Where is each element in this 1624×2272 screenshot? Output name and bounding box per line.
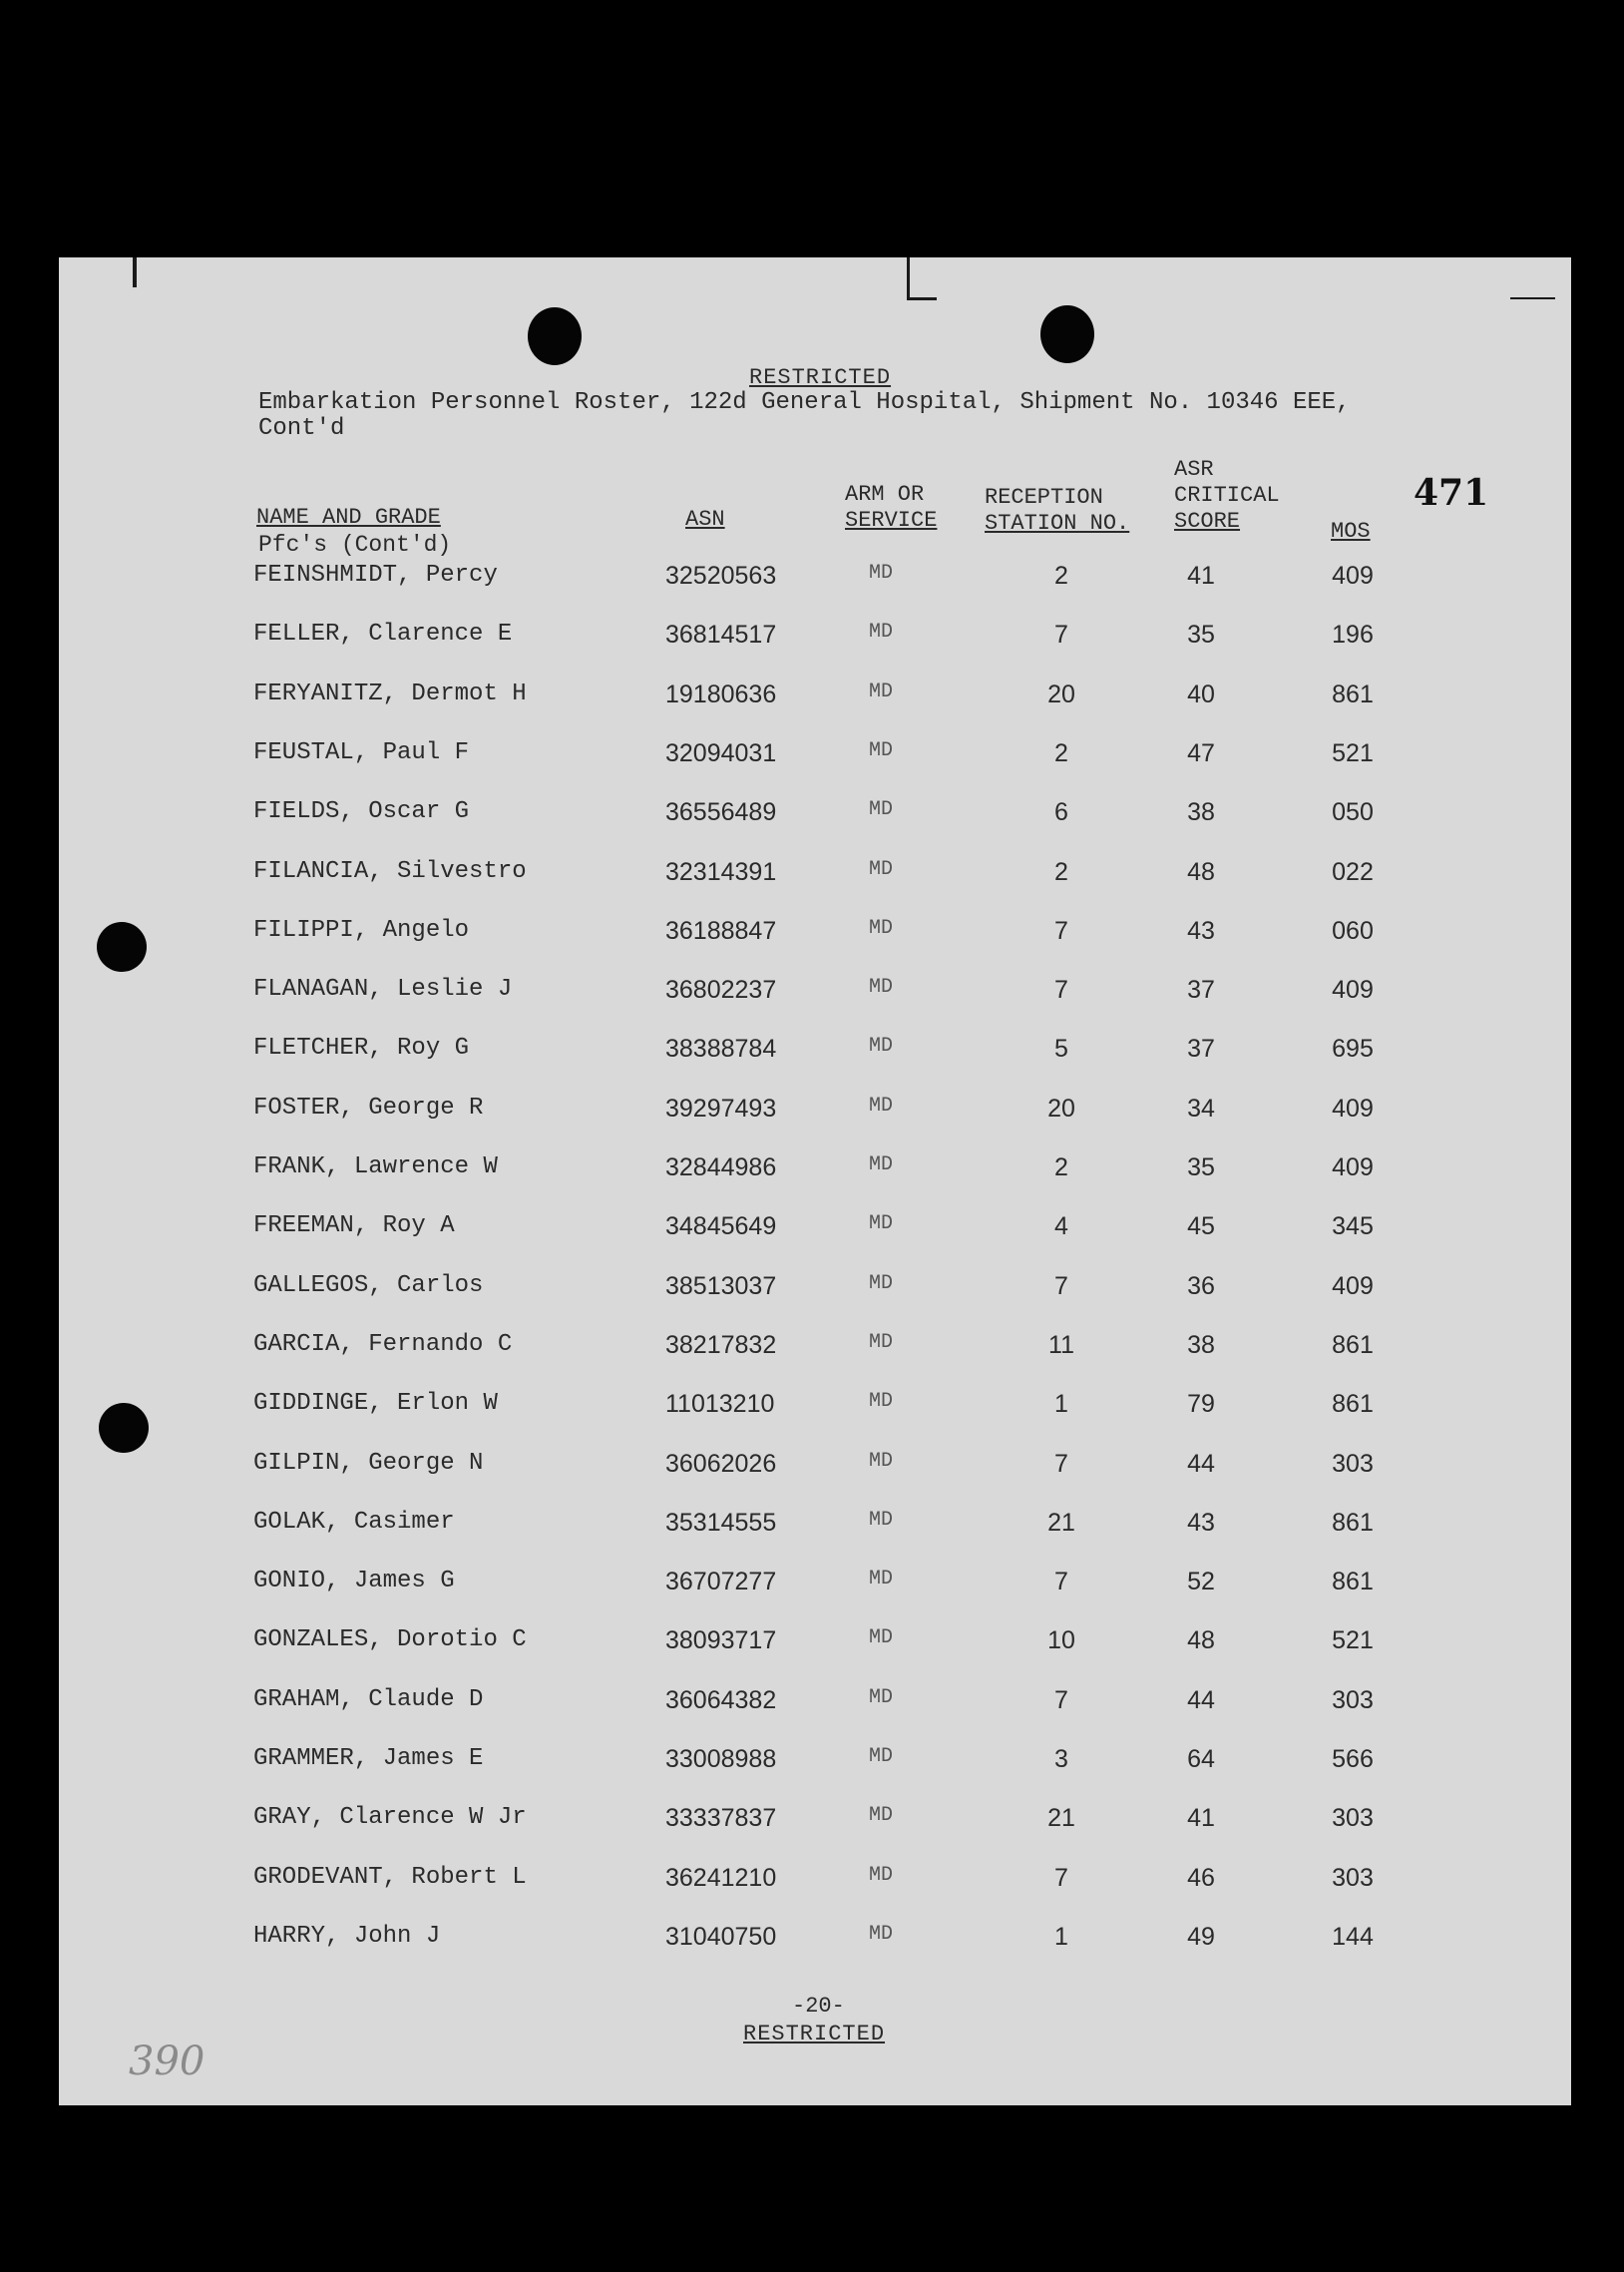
col-header-score (1174, 457, 1280, 535)
table-row (59, 1212, 1571, 1252)
cell-arm: MD (869, 621, 894, 645)
cell-name: GRAMMER, James E (253, 1745, 484, 1772)
cell-mos: 060 (1332, 916, 1374, 945)
cell-arm: MD (869, 1330, 894, 1354)
cell-name: FREEMAN, Roy A (253, 1212, 455, 1240)
cell-asn: 32314391 (665, 857, 777, 886)
table-row (59, 1686, 1571, 1726)
restricted-bottom: RESTRICTED (743, 2022, 886, 2046)
cell-station: 5 (1054, 1035, 1068, 1064)
cell-arm: MD (869, 798, 894, 822)
cell-score: 38 (1187, 1330, 1215, 1359)
table-row (59, 976, 1571, 1016)
cell-arm: MD (869, 1508, 894, 1532)
cell-arm: MD (869, 1153, 894, 1176)
cell-name: GOLAK, Casimer (253, 1508, 455, 1536)
cell-asn: 36064382 (665, 1685, 777, 1714)
cell-mos: 409 (1332, 1271, 1374, 1300)
cell-arm: MD (869, 1568, 894, 1591)
col-header-reception-line2: STATION NO. (985, 511, 1130, 536)
cell-mos: 521 (1332, 1626, 1374, 1655)
table-row (59, 1095, 1571, 1135)
cell-station: 2 (1054, 1153, 1068, 1181)
table-row (59, 917, 1571, 957)
restricted-top: RESTRICTED (749, 365, 892, 390)
cell-name: GONZALES, Dorotio C (253, 1626, 527, 1654)
cell-arm: MD (869, 1035, 894, 1059)
cell-asn: 38388784 (665, 1035, 777, 1064)
title-line-2: Cont'd (258, 415, 345, 442)
cell-score: 36 (1187, 1271, 1215, 1300)
cell-arm: MD (869, 1685, 894, 1709)
cell-mos: 303 (1332, 1804, 1374, 1833)
cell-name: FERYANITZ, Dermot H (253, 680, 527, 707)
cell-name: GARCIA, Fernando C (253, 1330, 513, 1358)
col-header-score-line3: SCORE (1174, 509, 1241, 534)
table-row (59, 1745, 1571, 1785)
cell-station: 7 (1054, 1685, 1068, 1714)
cell-score: 40 (1187, 680, 1215, 708)
col-header-arm (845, 482, 937, 534)
cell-name: FILANCIA, Silvestro (253, 857, 527, 885)
cell-mos: 861 (1332, 1390, 1374, 1419)
table-row (59, 1153, 1571, 1193)
cell-asn: 19180636 (665, 680, 777, 708)
cell-name: HARRY, John J (253, 1922, 441, 1950)
cell-asn: 36188847 (665, 916, 777, 945)
cell-station: 7 (1054, 1449, 1068, 1478)
cell-name: FOSTER, George R (253, 1094, 484, 1122)
cell-mos: 050 (1332, 798, 1374, 827)
cell-name: FRANK, Lawrence W (253, 1153, 498, 1180)
cell-mos: 196 (1332, 621, 1374, 650)
cell-station: 11 (1048, 1330, 1074, 1359)
cell-asn: 33337837 (665, 1804, 777, 1833)
cell-score: 43 (1187, 1508, 1215, 1537)
cell-mos: 409 (1332, 1094, 1374, 1123)
page-number: 471 (1414, 472, 1489, 514)
cell-score: 45 (1187, 1212, 1215, 1241)
cell-name: GALLEGOS, Carlos (253, 1271, 484, 1299)
cell-score: 37 (1187, 976, 1215, 1005)
punch-hole-left (528, 307, 582, 365)
cell-asn: 36707277 (665, 1568, 777, 1596)
cell-name: GIDDINGE, Erlon W (253, 1390, 498, 1418)
cell-score: 44 (1187, 1685, 1215, 1714)
table-row (59, 798, 1571, 838)
cell-asn: 39297493 (665, 1094, 777, 1123)
cell-arm: MD (869, 916, 894, 940)
cell-mos: 345 (1332, 1212, 1374, 1241)
cell-score: 49 (1187, 1922, 1215, 1951)
cell-arm: MD (869, 1626, 894, 1650)
cell-station: 4 (1054, 1212, 1068, 1241)
cell-arm: MD (869, 738, 894, 762)
document-page (59, 257, 1571, 2105)
cell-score: 52 (1187, 1568, 1215, 1596)
col-header-score-line2: CRITICAL (1174, 483, 1280, 508)
cell-mos: 695 (1332, 1035, 1374, 1064)
table-row (59, 1390, 1571, 1430)
cell-asn: 35314555 (665, 1508, 777, 1537)
table-row (59, 1272, 1571, 1312)
cell-asn: 36556489 (665, 798, 777, 827)
cell-mos: 303 (1332, 1449, 1374, 1478)
scan-mark (907, 257, 910, 299)
col-header-arm-line1: ARM OR (845, 482, 925, 507)
cell-name: GRAY, Clarence W Jr (253, 1804, 527, 1832)
cell-mos: 409 (1332, 1153, 1374, 1181)
cell-asn: 36802237 (665, 976, 777, 1005)
cell-score: 43 (1187, 916, 1215, 945)
cell-name: GRODEVANT, Robert L (253, 1863, 527, 1891)
cell-station: 7 (1054, 1863, 1068, 1892)
cell-asn: 11013210 (665, 1390, 775, 1419)
cell-arm: MD (869, 1094, 894, 1118)
table-row (59, 1035, 1571, 1075)
cell-station: 1 (1054, 1390, 1068, 1419)
cell-station: 7 (1054, 1568, 1068, 1596)
cell-asn: 32844986 (665, 1153, 777, 1181)
cell-score: 38 (1187, 798, 1215, 827)
title-line-1: Embarkation Personnel Roster, 122d General Hospital, Shipment No. 10346 EEE, (258, 389, 1351, 416)
col-header-asn: ASN (685, 507, 725, 532)
cell-arm: MD (869, 680, 894, 703)
col-header-reception (985, 485, 1129, 537)
cell-station: 3 (1054, 1745, 1068, 1773)
cell-arm: MD (869, 857, 894, 881)
cell-mos: 409 (1332, 562, 1374, 590)
scan-mark (133, 257, 137, 287)
table-row (59, 1509, 1571, 1549)
cell-asn: 34845649 (665, 1212, 777, 1241)
cell-score: 46 (1187, 1863, 1215, 1892)
cell-asn: 31040750 (665, 1922, 777, 1951)
table-row (59, 562, 1571, 602)
cell-score: 47 (1187, 738, 1215, 767)
cell-arm: MD (869, 1745, 894, 1768)
cell-station: 7 (1054, 1271, 1068, 1300)
cell-name: FLETCHER, Roy G (253, 1035, 470, 1063)
cell-arm: MD (869, 1271, 894, 1295)
cell-mos: 409 (1332, 976, 1374, 1005)
cell-mos: 144 (1332, 1922, 1374, 1951)
cell-score: 35 (1187, 1153, 1215, 1181)
cell-arm: MD (869, 562, 894, 585)
cell-mos: 303 (1332, 1863, 1374, 1892)
table-row (59, 1923, 1571, 1963)
subheading: Pfc's (Cont'd) (258, 532, 452, 558)
cell-station: 7 (1054, 621, 1068, 650)
cell-station: 6 (1054, 798, 1068, 827)
cell-name: FEINSHMIDT, Percy (253, 562, 498, 589)
cell-mos: 521 (1332, 738, 1374, 767)
table-row (59, 1331, 1571, 1371)
cell-mos: 861 (1332, 1568, 1374, 1596)
cell-score: 44 (1187, 1449, 1215, 1478)
cell-arm: MD (869, 976, 894, 1000)
cell-station: 2 (1054, 738, 1068, 767)
table-row (59, 621, 1571, 661)
cell-name: GRAHAM, Claude D (253, 1685, 484, 1713)
cell-asn: 36241210 (665, 1863, 777, 1892)
cell-station: 7 (1054, 916, 1068, 945)
cell-asn: 38093717 (665, 1626, 777, 1655)
col-header-score-line1: ASR (1174, 457, 1214, 482)
cell-mos: 861 (1332, 680, 1374, 708)
table-row (59, 1626, 1571, 1666)
table-row (59, 1450, 1571, 1490)
cell-name: GILPIN, George N (253, 1449, 484, 1477)
cell-station: 10 (1047, 1626, 1075, 1655)
punch-hole-right (1040, 305, 1094, 363)
handwritten-number: 390 (129, 2039, 205, 2084)
cell-mos: 861 (1332, 1508, 1374, 1537)
cell-score: 41 (1187, 562, 1215, 590)
cell-mos: 566 (1332, 1745, 1374, 1773)
cell-mos: 861 (1332, 1330, 1374, 1359)
cell-station: 21 (1047, 1804, 1075, 1833)
cell-name: GONIO, James G (253, 1568, 455, 1595)
table-row (59, 1864, 1571, 1904)
cell-station: 2 (1054, 562, 1068, 590)
cell-station: 21 (1047, 1508, 1075, 1537)
cell-arm: MD (869, 1922, 894, 1946)
cell-asn: 36814517 (665, 621, 777, 650)
roster-title (258, 390, 1351, 442)
cell-arm: MD (869, 1804, 894, 1828)
cell-score: 64 (1187, 1745, 1215, 1773)
cell-name: FELLER, Clarence E (253, 621, 513, 649)
cell-name: FILIPPI, Angelo (253, 916, 470, 944)
col-header-name: NAME AND GRADE (256, 505, 441, 530)
cell-arm: MD (869, 1212, 894, 1236)
table-row (59, 739, 1571, 779)
cell-score: 41 (1187, 1804, 1215, 1833)
scan-mark (1510, 297, 1555, 299)
cell-asn: 36062026 (665, 1449, 777, 1478)
table-row (59, 858, 1571, 898)
cell-name: FEUSTAL, Paul F (253, 738, 470, 766)
cell-name: FLANAGAN, Leslie J (253, 976, 513, 1004)
cell-asn: 38217832 (665, 1330, 777, 1359)
cell-arm: MD (869, 1390, 894, 1414)
cell-station: 7 (1054, 976, 1068, 1005)
cell-mos: 303 (1332, 1685, 1374, 1714)
cell-station: 2 (1054, 857, 1068, 886)
cell-asn: 32094031 (665, 738, 777, 767)
col-header-arm-line2: SERVICE (845, 508, 938, 533)
cell-score: 37 (1187, 1035, 1215, 1064)
cell-score: 48 (1187, 1626, 1215, 1655)
cell-asn: 32520563 (665, 562, 777, 590)
cell-asn: 38513037 (665, 1271, 777, 1300)
cell-score: 79 (1187, 1390, 1215, 1419)
scan-mark (907, 297, 937, 300)
cell-score: 35 (1187, 621, 1215, 650)
cell-name: FIELDS, Oscar G (253, 798, 470, 826)
col-header-reception-line1: RECEPTION (985, 485, 1103, 510)
table-row (59, 1804, 1571, 1844)
cell-arm: MD (869, 1863, 894, 1887)
cell-arm: MD (869, 1449, 894, 1473)
table-row (59, 681, 1571, 720)
cell-station: 1 (1054, 1922, 1068, 1951)
cell-station: 20 (1047, 680, 1075, 708)
cell-score: 34 (1187, 1094, 1215, 1123)
cell-score: 48 (1187, 857, 1215, 886)
cell-mos: 022 (1332, 857, 1374, 886)
cell-asn: 33008988 (665, 1745, 777, 1773)
table-row (59, 1568, 1571, 1607)
cell-station: 20 (1047, 1094, 1075, 1123)
footer-page-number: -20- (792, 1994, 845, 2019)
col-header-mos: MOS (1331, 519, 1371, 544)
